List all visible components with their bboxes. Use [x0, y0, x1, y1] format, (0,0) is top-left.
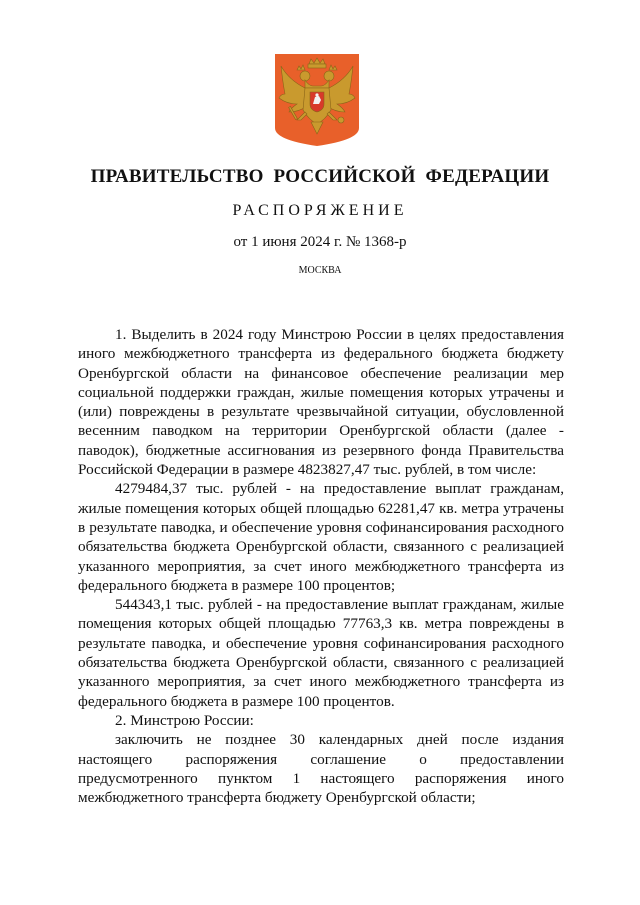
- paragraph-1-item-2: 544343,1 тыс. рублей - на предоставление выплат гражданам, жилые помещения которых общей площадью 77763,3 кв. метра повреждены в результате паводка, и обеспечение уровня софинансирования расходного обязательства бюджета Оренбургской области, связанного с реализацией указанного мероприятия, за счет иного межбюджетного трансферта из федерального бюджета в размере 100 процентов.: [78, 596, 564, 710]
- paragraph-1: 1. Выделить в 2024 году Минстрою России в целях предоставления иного межбюджетного трансферта из федерального бюджета бюджету Оренбургской области на финансовое обеспечение реализации мер социальной поддержки граждан, жилые помещения которых утрачены и (или) повреждены в результате чрезвычайной ситуации, обусловленной весенним паводком на территории Оренбургской области (далее - паводок), бюджетные ассигнования из резервного фонда Правительства Российской Федерации в размере 4823827,47 тыс. рублей, в том числе:: [78, 326, 564, 479]
- document-type: РАСПОРЯЖЕНИЕ: [232, 202, 408, 219]
- document-body: [78, 325, 564, 807]
- document-date-number: от 1 июня 2024 г. № 1368-р: [233, 234, 407, 250]
- government-title: ПРАВИТЕЛЬСТВО РОССИЙСКОЙ ФЕДЕРАЦИИ: [90, 166, 550, 187]
- paragraph-1-item-1: 4279484,37 тыс. рублей - на предоставление выплат гражданам, жилые помещения которых общей площадью 62281,47 кв. метра утрачены в результате паводка, и обеспечение уровня софинансирования расходного обязательства бюджета Оренбургской области, связанного с реализацией указанного мероприятия, за счет иного межбюджетного трансферта из федерального бюджета в размере 100 процентов;: [78, 480, 564, 594]
- coat-of-arms-icon: [275, 54, 359, 146]
- paragraph-2: 2. Минстрою России:: [115, 711, 254, 729]
- paragraph-2-item-1: заключить не позднее 30 календарных дней после издания настоящего распоряжения соглашение о предоставлении предусмотренного пунктом 1 настоящего распоряжения иного межбюджетного трансферта бюджету Оренбургской области;: [78, 731, 564, 807]
- document-place: МОСКВА: [298, 265, 342, 276]
